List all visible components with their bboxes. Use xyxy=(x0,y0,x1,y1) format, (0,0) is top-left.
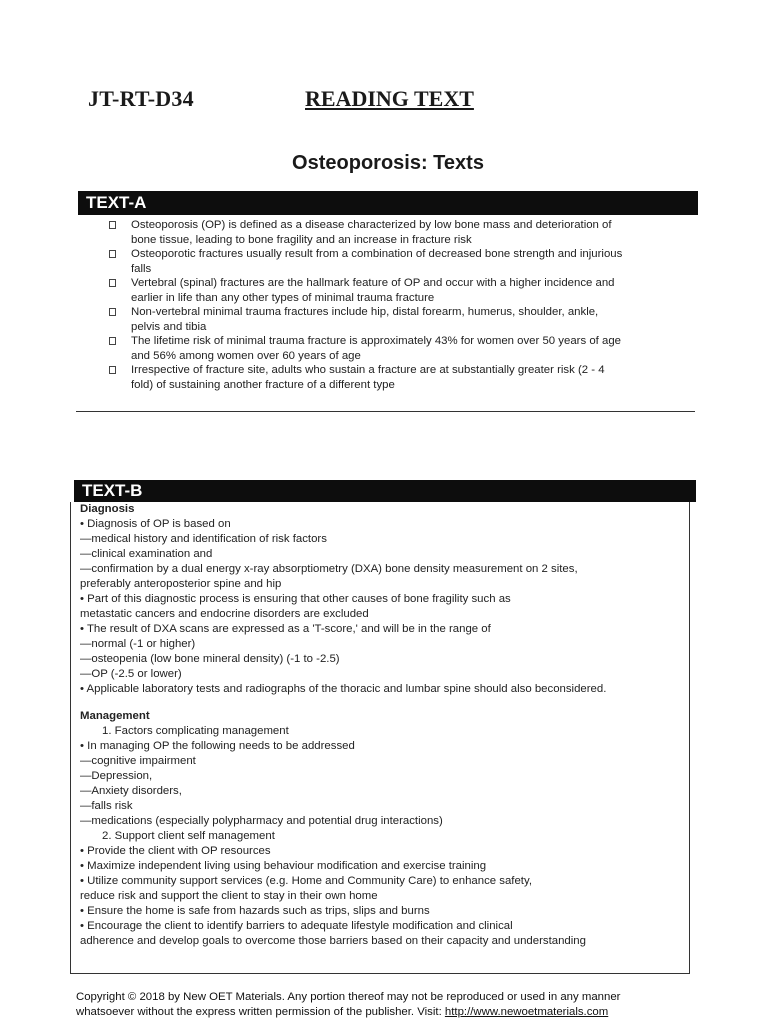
text-a-divider xyxy=(76,411,695,412)
text-b-banner: TEXT-B xyxy=(74,480,696,502)
diagnosis-line: —confirmation by a dual energy x-ray absorptiometry (DXA) bone density measurement on 2 sites, xyxy=(80,563,578,575)
copyright-line-2 xyxy=(76,1005,716,1020)
text-a-item xyxy=(105,247,695,276)
diagnosis-heading: Diagnosis xyxy=(80,503,135,515)
text-a-item-line: bone tissue, leading to bone fragility and an increase in fracture risk xyxy=(131,233,472,246)
management-line: —Depression, xyxy=(80,770,153,782)
management-lines-1 xyxy=(80,739,690,829)
diagnosis-line: —osteopenia (low bone mineral density) (-1 to -2.5) xyxy=(80,653,340,665)
management-lines-2 xyxy=(80,844,690,949)
text-a-list xyxy=(105,218,695,392)
copyright-line-2-text: whatsoever without the express written permission of the publisher. Visit: xyxy=(76,1006,445,1018)
management-heading: Management xyxy=(80,710,150,722)
checkbox-bullet-icon xyxy=(109,221,116,229)
checkbox-bullet-icon xyxy=(109,250,116,258)
management-line: —falls risk xyxy=(80,800,133,812)
page-title: READING TEXT xyxy=(305,86,474,111)
text-a-item xyxy=(105,334,695,363)
management-line: • In managing OP the following needs to be addressed xyxy=(80,740,355,752)
copyright-line-1: Copyright © 2018 by New OET Materials. Any portion thereof may not be reproduced or used in any manner xyxy=(76,991,621,1003)
management-line: • Maximize independent living using behaviour modification and exercise training xyxy=(80,860,487,872)
diagnosis-lines xyxy=(80,517,690,697)
checkbox-bullet-icon xyxy=(109,279,116,287)
diagnosis-line: • Part of this diagnostic process is ensuring that other causes of bone fragility such as xyxy=(80,593,511,605)
text-a-item-line: The lifetime risk of minimal trauma fracture is approximately 43% for women over 50 years of age xyxy=(131,335,621,347)
diagnosis-line: • Applicable laboratory tests and radiographs of the thoracic and lumbar spine should also beconsidered. xyxy=(80,683,607,695)
management-line: • Utilize community support services (e.g. Home and Community Care) to enhance safety, xyxy=(80,875,532,887)
checkbox-bullet-icon xyxy=(109,337,116,345)
text-a-item-line: fold) of sustaining another fracture of a different type xyxy=(131,378,395,391)
text-a-item-line: earlier in life than any other types of minimal trauma fracture xyxy=(131,291,435,304)
text-a-item-line: and 56% among women over 60 years of age xyxy=(131,349,361,362)
diagnosis-line: —OP (-2.5 or lower) xyxy=(80,668,182,680)
management-line: reduce risk and support the client to stay in their own home xyxy=(80,890,378,902)
text-a-item xyxy=(105,276,695,305)
management-line: —Anxiety disorders, xyxy=(80,785,182,797)
text-a-banner: TEXT-A xyxy=(78,191,698,215)
diagnosis-line: —normal (-1 or higher) xyxy=(80,638,196,650)
text-a-item xyxy=(105,218,695,247)
website-link[interactable]: http://www.newoetmaterials.com xyxy=(444,1006,609,1018)
text-a-item-line: pelvis and tibia xyxy=(131,320,207,333)
management-subheading-2: 2. Support client self management xyxy=(102,830,275,842)
text-b-body xyxy=(80,502,690,949)
copyright-footer xyxy=(76,990,716,1020)
diagnosis-line: —medical history and identification of risk factors xyxy=(80,533,327,545)
management-line: • Provide the client with OP resources xyxy=(80,845,271,857)
text-a-item xyxy=(105,305,695,334)
management-line: —medications (especially polypharmacy and potential drug interactions) xyxy=(80,815,443,827)
diagnosis-line: • Diagnosis of OP is based on xyxy=(80,518,231,530)
checkbox-bullet-icon xyxy=(109,308,116,316)
text-a-item-line: Irrespective of fracture site, adults who sustain a fracture are at substantially greater risk (2 - 4 xyxy=(131,364,605,376)
management-line: adherence and develop goals to overcome those barriers based on their capacity and understanding xyxy=(80,935,586,947)
text-a-item-line: Vertebral (spinal) fractures are the hallmark feature of OP and occur with a higher incidence and xyxy=(131,277,615,289)
diagnosis-line: • The result of DXA scans are expressed as a 'T-score,' and will be in the range of xyxy=(80,623,491,635)
text-a-item-line: Osteoporotic fractures usually result from a combination of decreased bone strength and injurious xyxy=(131,248,623,260)
diagnosis-line: —clinical examination and xyxy=(80,548,213,560)
management-line: • Ensure the home is safe from hazards such as trips, slips and burns xyxy=(80,905,430,917)
diagnosis-line: metastatic cancers and endocrine disorders are excluded xyxy=(80,608,369,620)
management-line: • Encourage the client to identify barriers to adequate lifestyle modification and clinical xyxy=(80,920,513,932)
checkbox-bullet-icon xyxy=(109,366,116,374)
text-a-item-line: Non-vertebral minimal trauma fractures include hip, distal forearm, humerus, shoulder, ankle, xyxy=(131,306,599,318)
document-subtitle: Osteoporosis: Texts xyxy=(292,152,484,174)
text-a-item-line: falls xyxy=(131,262,152,275)
management-line: —cognitive impairment xyxy=(80,755,196,767)
document-code: JT-RT-D34 xyxy=(88,86,194,111)
text-a-item xyxy=(105,363,695,392)
text-a-item-line: Osteoporosis (OP) is defined as a disease characterized by low bone mass and deterioration of xyxy=(131,219,612,231)
management-subheading-1: 1. Factors complicating management xyxy=(102,725,289,737)
diagnosis-line: preferably anteroposterior spine and hip xyxy=(80,578,282,590)
